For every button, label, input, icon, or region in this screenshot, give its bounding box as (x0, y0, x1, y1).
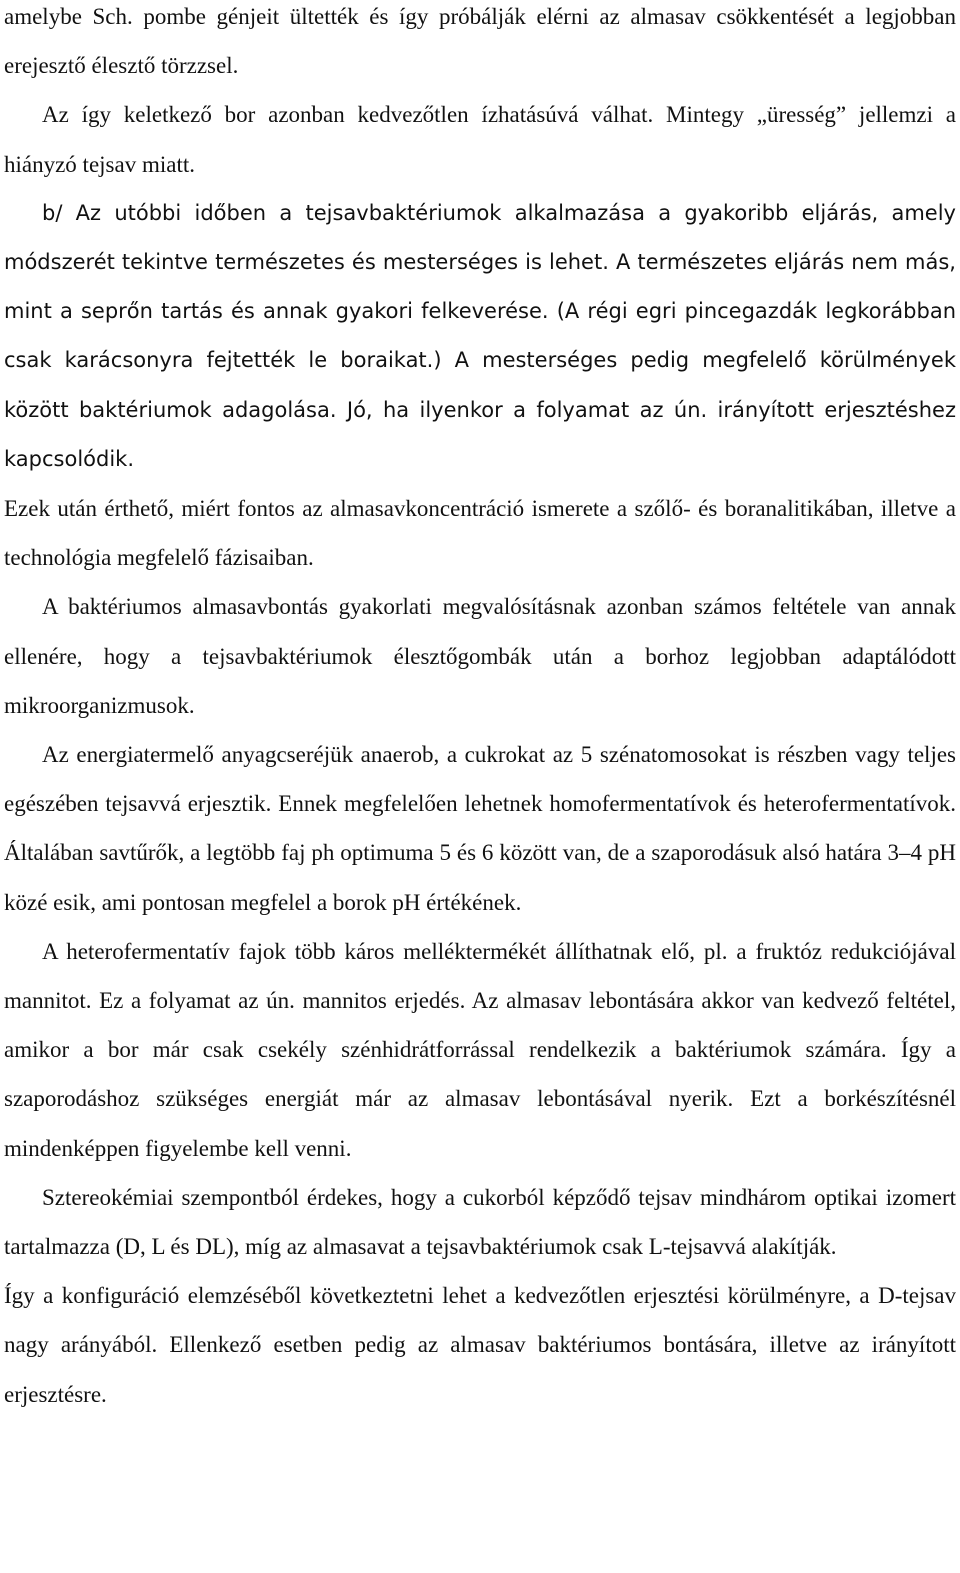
paragraph-taste-effect: Az így keletkező bor azonban kedvezőtlen ízhatásúvá válhat. Mintegy „üresség” jellemzi a hiányzó tejsav miatt. (4, 102, 956, 177)
paragraph-energy-metabolism: Az energiatermelő anyagcseréjük anaerob, a cukrokat az 5 szénatomosokat is részben vagy teljes egészében tejsavvá erjesztik. Ennek megfelelően lehetnek homofermentatívok és heterofermentatívok. Általában savtűrők, a legtöbb faj ph optimuma 5 és 6 között van, de a szaporodásuk alsó határa 3–4 pH közé esik, ami pontosan megfelel a borok pH értékének. (4, 742, 956, 915)
paragraph-stereochemistry: Sztereokémiai szempontból érdekes, hogy a cukorból képződő tejsav mindhárom optikai izomert tartalmazza (D, L és DL), míg az almasavat a tejsavbaktériumok csak L-tejsavvá alakítják. (4, 1184, 956, 1260)
paragraph-heterofermentative: A heterofermentatív fajok több káros melléktermékét állíthatnak elő, pl. a fruktóz redukciójával mannitot. Ez a folyamat az ún. mannitos erjedés. Az almasav lebontására akkor van kedvező feltétel, amikor a bor már csak csekély szénhidrátforrással rendelkezik a baktériumok számára. Így a szaporodáshoz szükséges energiát már az almasav lebontásával nyerik. Ezt a borkészítésnél mindenképpen figyelembe kell venni. (4, 938, 956, 1161)
paragraph-continuation: amelybe Sch. pombe génjeit ültették és így próbálják elérni az almasav csökkentését a legjobban erejesztő élesztő törzzsel. (4, 4, 956, 79)
paragraph-malic-acid-importance: Ezek után érthető, miért fontos az almasavkoncentráció ismerete a szőlő- és boranalitikában, illetve a technológia megfelelő fázisaiban. (4, 496, 956, 571)
paragraph-lactic-bacteria-method: b/ Az utóbbi időben a tejsavbaktériumok alkalmazása a gyakoribb eljárás, amely módszerét tekintve természetes és mesterséges is lehet. A természetes eljárás nem más, mint a seprőn tartás és annak gyakori felkeverése. (A régi egri pincegazdák legkorábban csak karácsonyra fejtették le boraikat.) A mesterséges pedig megfelelő körülmények között baktériumok adagolása. Jó, ha ilyenkor a folyamat az ún. irányított erjesztéshez kapcsolódik. (4, 200, 956, 471)
paragraph-bacterial-degradation: A baktériumos almasavbontás gyakorlati megvalósításnak azonban számos feltétele van annak ellenére, hogy a tejsavbaktériumok élesztőgombák után a borhoz legjobban adaptálódott mikroorganizmusok. (4, 594, 956, 718)
paragraph-configuration-analysis: Így a konfiguráció elemzéséből következtetni lehet a kedvezőtlen erjesztési körülményre, a D-tejsav nagy arányából. Ellenkező esetben pedig az almasav baktériumos bontására, illetve az irányított erjesztésre. (4, 1283, 956, 1407)
